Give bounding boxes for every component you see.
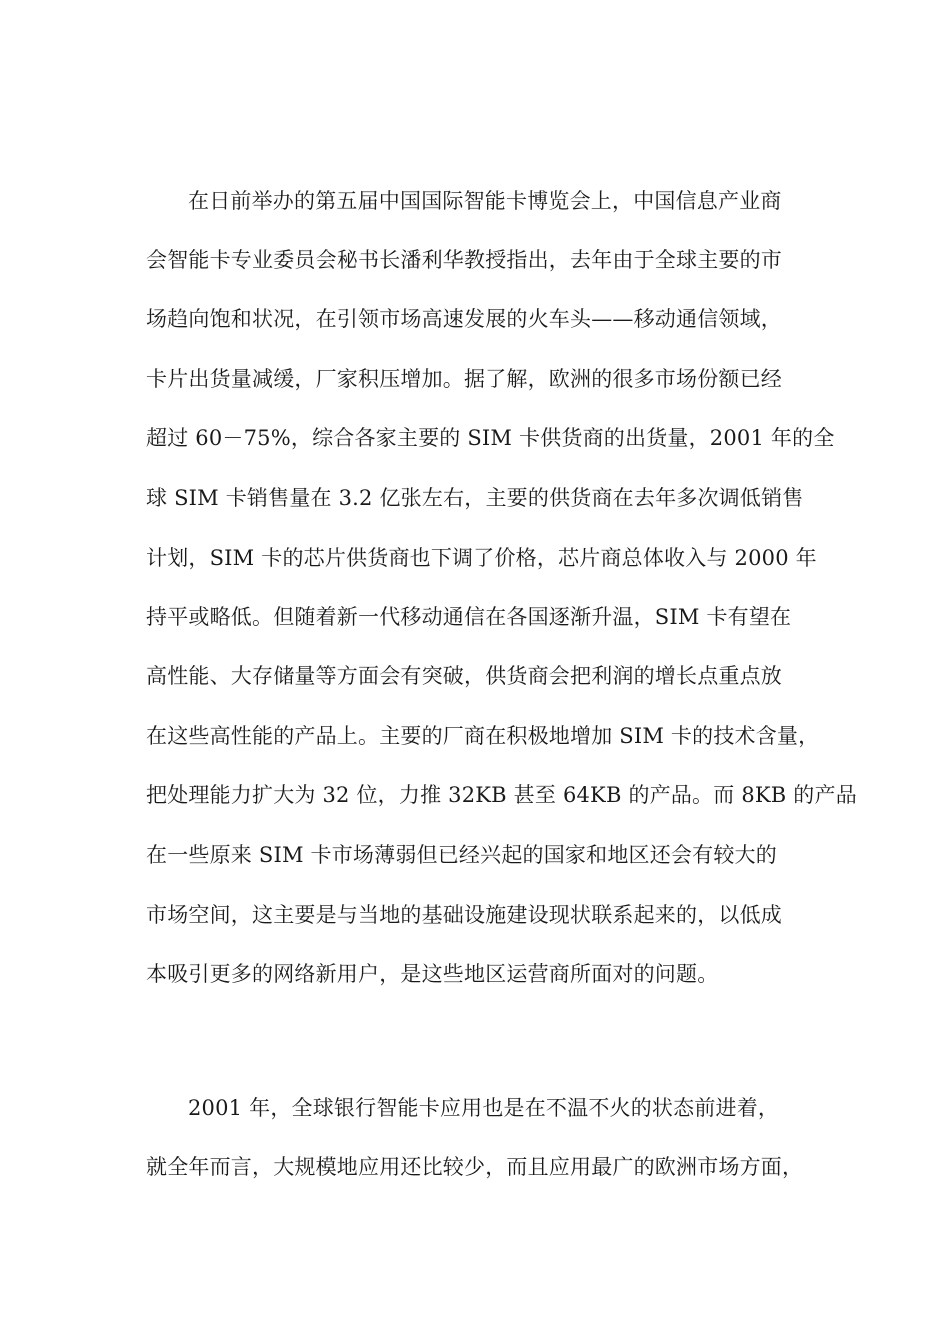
- paragraph-line: 市场空间，这主要是与当地的基础设施建设现状联系起来的，以低成: [146, 903, 782, 927]
- paragraph-line: 持平或略低。但随着新一代移动通信在各国逐渐升温，SIM 卡有望在: [146, 605, 792, 629]
- paragraph-line: 高性能、大存储量等方面会有突破，供货商会把利润的增长点重点放: [146, 664, 782, 688]
- paragraph-line: 卡片出货量减缓，厂家积压增加。据了解，欧洲的很多市场份额已经: [146, 367, 782, 391]
- paragraph-line: 在日前举办的第五届中国国际智能卡博览会上，中国信息产业商: [188, 189, 782, 213]
- paragraph-line: 计划，SIM 卡的芯片供货商也下调了价格，芯片商总体收入与 2000 年: [146, 546, 817, 570]
- paragraph-line: 球 SIM 卡销售量在 3.2 亿张左右，主要的供货商在去年多次调低销售: [146, 486, 804, 510]
- paragraph-line: 把处理能力扩大为 32 位，力推 32KB 甚至 64KB 的产品。而 8KB 的产品: [146, 783, 857, 807]
- paragraph-line: 会智能卡专业委员会秘书长潘利华教授指出，去年由于全球主要的市: [146, 248, 782, 272]
- paragraph-line: 场趋向饱和状况，在引领市场高速发展的火车头——移动通信领域，: [146, 307, 782, 331]
- paragraph-line: 在这些高性能的产品上。主要的厂商在积极地增加 SIM 卡的技术含量，: [146, 724, 820, 748]
- paragraph-line: 2001 年，全球银行智能卡应用也是在不温不火的状态前进着，: [188, 1096, 780, 1120]
- paragraph-line: 就全年而言，大规模地应用还比较少，而且应用最广的欧洲市场方面，: [146, 1155, 804, 1179]
- paragraph-line: 本吸引更多的网络新用户，是这些地区运营商所面对的问题。: [146, 962, 719, 986]
- paragraph-line: 超过 60－75%，综合各家主要的 SIM 卡供货商的出货量，2001 年的全: [146, 426, 835, 450]
- paragraph-line: 在一些原来 SIM 卡市场薄弱但已经兴起的国家和地区还会有较大的: [146, 843, 777, 867]
